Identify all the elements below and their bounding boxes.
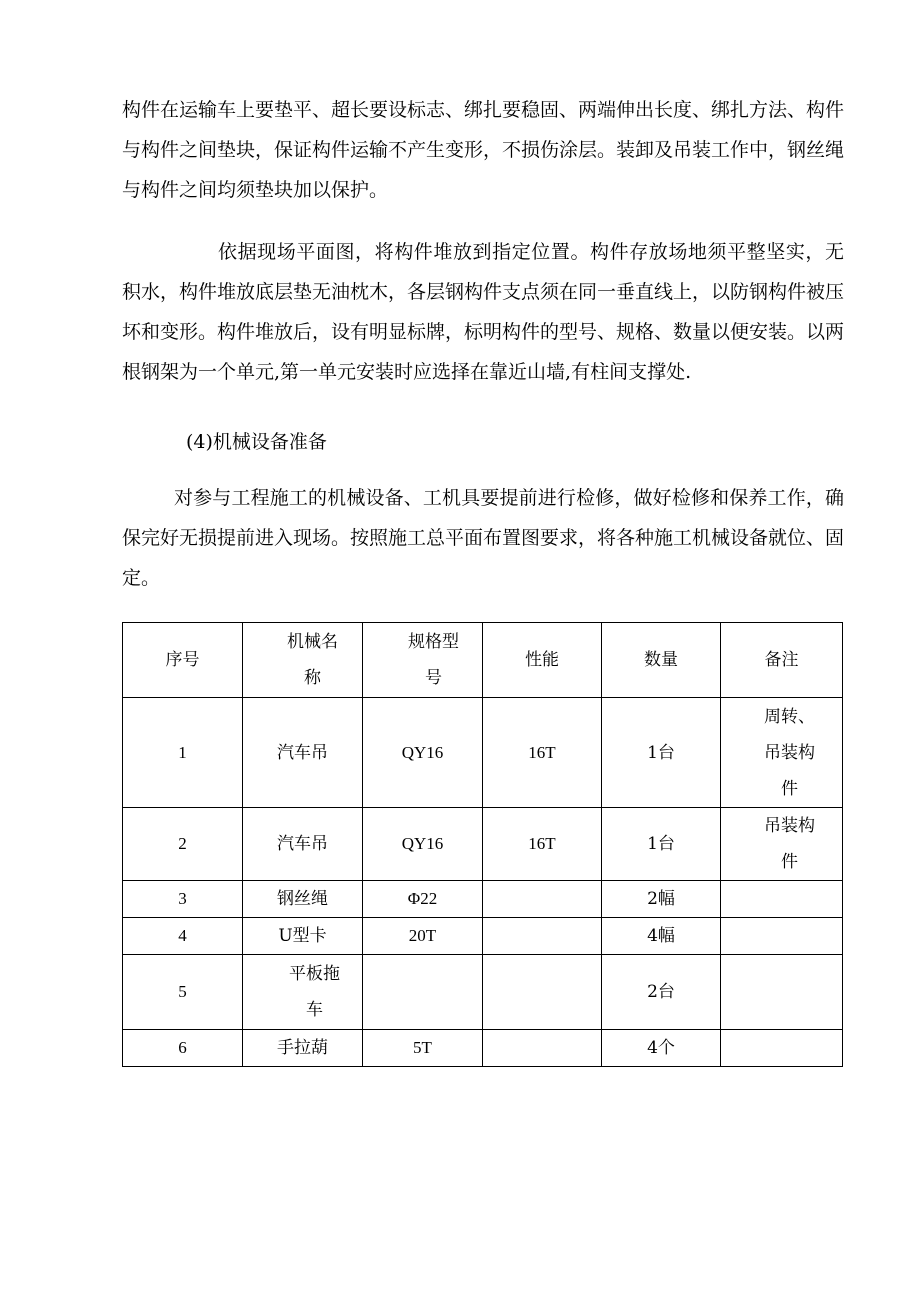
- cell-note: 吊装构件: [721, 808, 843, 881]
- table-row: [123, 698, 843, 808]
- table-header-row: [123, 623, 843, 698]
- cell-no: 2: [123, 808, 243, 881]
- paragraph-equipment-prep: 对参与工程施工的机械设备、工机具要提前进行检修，做好检修和保养工作，确保完好无损提前进入现场。按照施工总平面布置图要求，将各种施工机械设备就位、固定。: [122, 487, 845, 589]
- header-name: 机械名称: [243, 623, 363, 698]
- cell-qty: 2幅: [602, 881, 721, 918]
- table-row: [123, 955, 843, 1030]
- cell-note: [721, 881, 843, 918]
- equipment-table: [122, 622, 843, 1067]
- cell-perf: [483, 1030, 602, 1067]
- header-qty: 数量: [602, 623, 721, 698]
- section-heading-equipment: (4)机械设备准备: [186, 431, 327, 453]
- cell-qty: 4幅: [602, 918, 721, 955]
- cell-note: 周转、吊装构件: [721, 698, 843, 808]
- cell-name: 手拉葫: [243, 1030, 363, 1067]
- cell-name: 汽车吊: [243, 808, 363, 881]
- cell-spec: 20T: [363, 918, 483, 955]
- cell-no: 1: [123, 698, 243, 808]
- header-spec: 规格型号: [363, 623, 483, 698]
- cell-name: 钢丝绳: [243, 881, 363, 918]
- cell-no: 4: [123, 918, 243, 955]
- cell-spec: QY16: [363, 698, 483, 808]
- cell-spec: Φ22: [363, 881, 483, 918]
- cell-no: 3: [123, 881, 243, 918]
- paragraph-storage: 依据现场平面图，将构件堆放到指定位置。构件存放场地须平整坚实，无积水，构件堆放底层垫无油枕木，各层钢构件支点须在同一垂直线上，以防钢构件被压坏和变形。构件堆放后，设有明显标牌，标明构件的型号、规格、数量以便安装。以两根钢架为一个单元,第一单元安装时应选择在靠近山墙,有柱间支撑处.: [122, 241, 845, 383]
- cell-name: U型卡: [243, 918, 363, 955]
- cell-spec: 5T: [363, 1030, 483, 1067]
- cell-perf: [483, 881, 602, 918]
- cell-no: 6: [123, 1030, 243, 1067]
- table-row: [123, 918, 843, 955]
- table-row: [123, 1030, 843, 1067]
- cell-qty: 2台: [602, 955, 721, 1030]
- cell-perf: 16T: [483, 698, 602, 808]
- cell-note: [721, 918, 843, 955]
- cell-spec: QY16: [363, 808, 483, 881]
- table-row: [123, 808, 843, 881]
- cell-perf: 16T: [483, 808, 602, 881]
- cell-no: 5: [123, 955, 243, 1030]
- header-no: 序号: [123, 623, 243, 698]
- cell-note: [721, 1030, 843, 1067]
- header-perf: 性能: [483, 623, 602, 698]
- cell-note: [721, 955, 843, 1030]
- cell-name: 平板拖车: [243, 955, 363, 1030]
- cell-name: 汽车吊: [243, 698, 363, 808]
- cell-qty: 1台: [602, 808, 721, 881]
- cell-perf: [483, 955, 602, 1030]
- header-note: 备注: [721, 623, 843, 698]
- cell-spec: [363, 955, 483, 1030]
- cell-perf: [483, 918, 602, 955]
- cell-qty: 1台: [602, 698, 721, 808]
- cell-qty: 4个: [602, 1030, 721, 1067]
- paragraph-transport: 构件在运输车上要垫平、超长要设标志、绑扎要稳固、两端伸出长度、绑扎方法、构件与构件之间垫块，保证构件运输不产生变形，不损伤涂层。装卸及吊装工作中，钢丝绳与构件之间均须垫块加以保护。: [122, 99, 845, 201]
- table-row: [123, 881, 843, 918]
